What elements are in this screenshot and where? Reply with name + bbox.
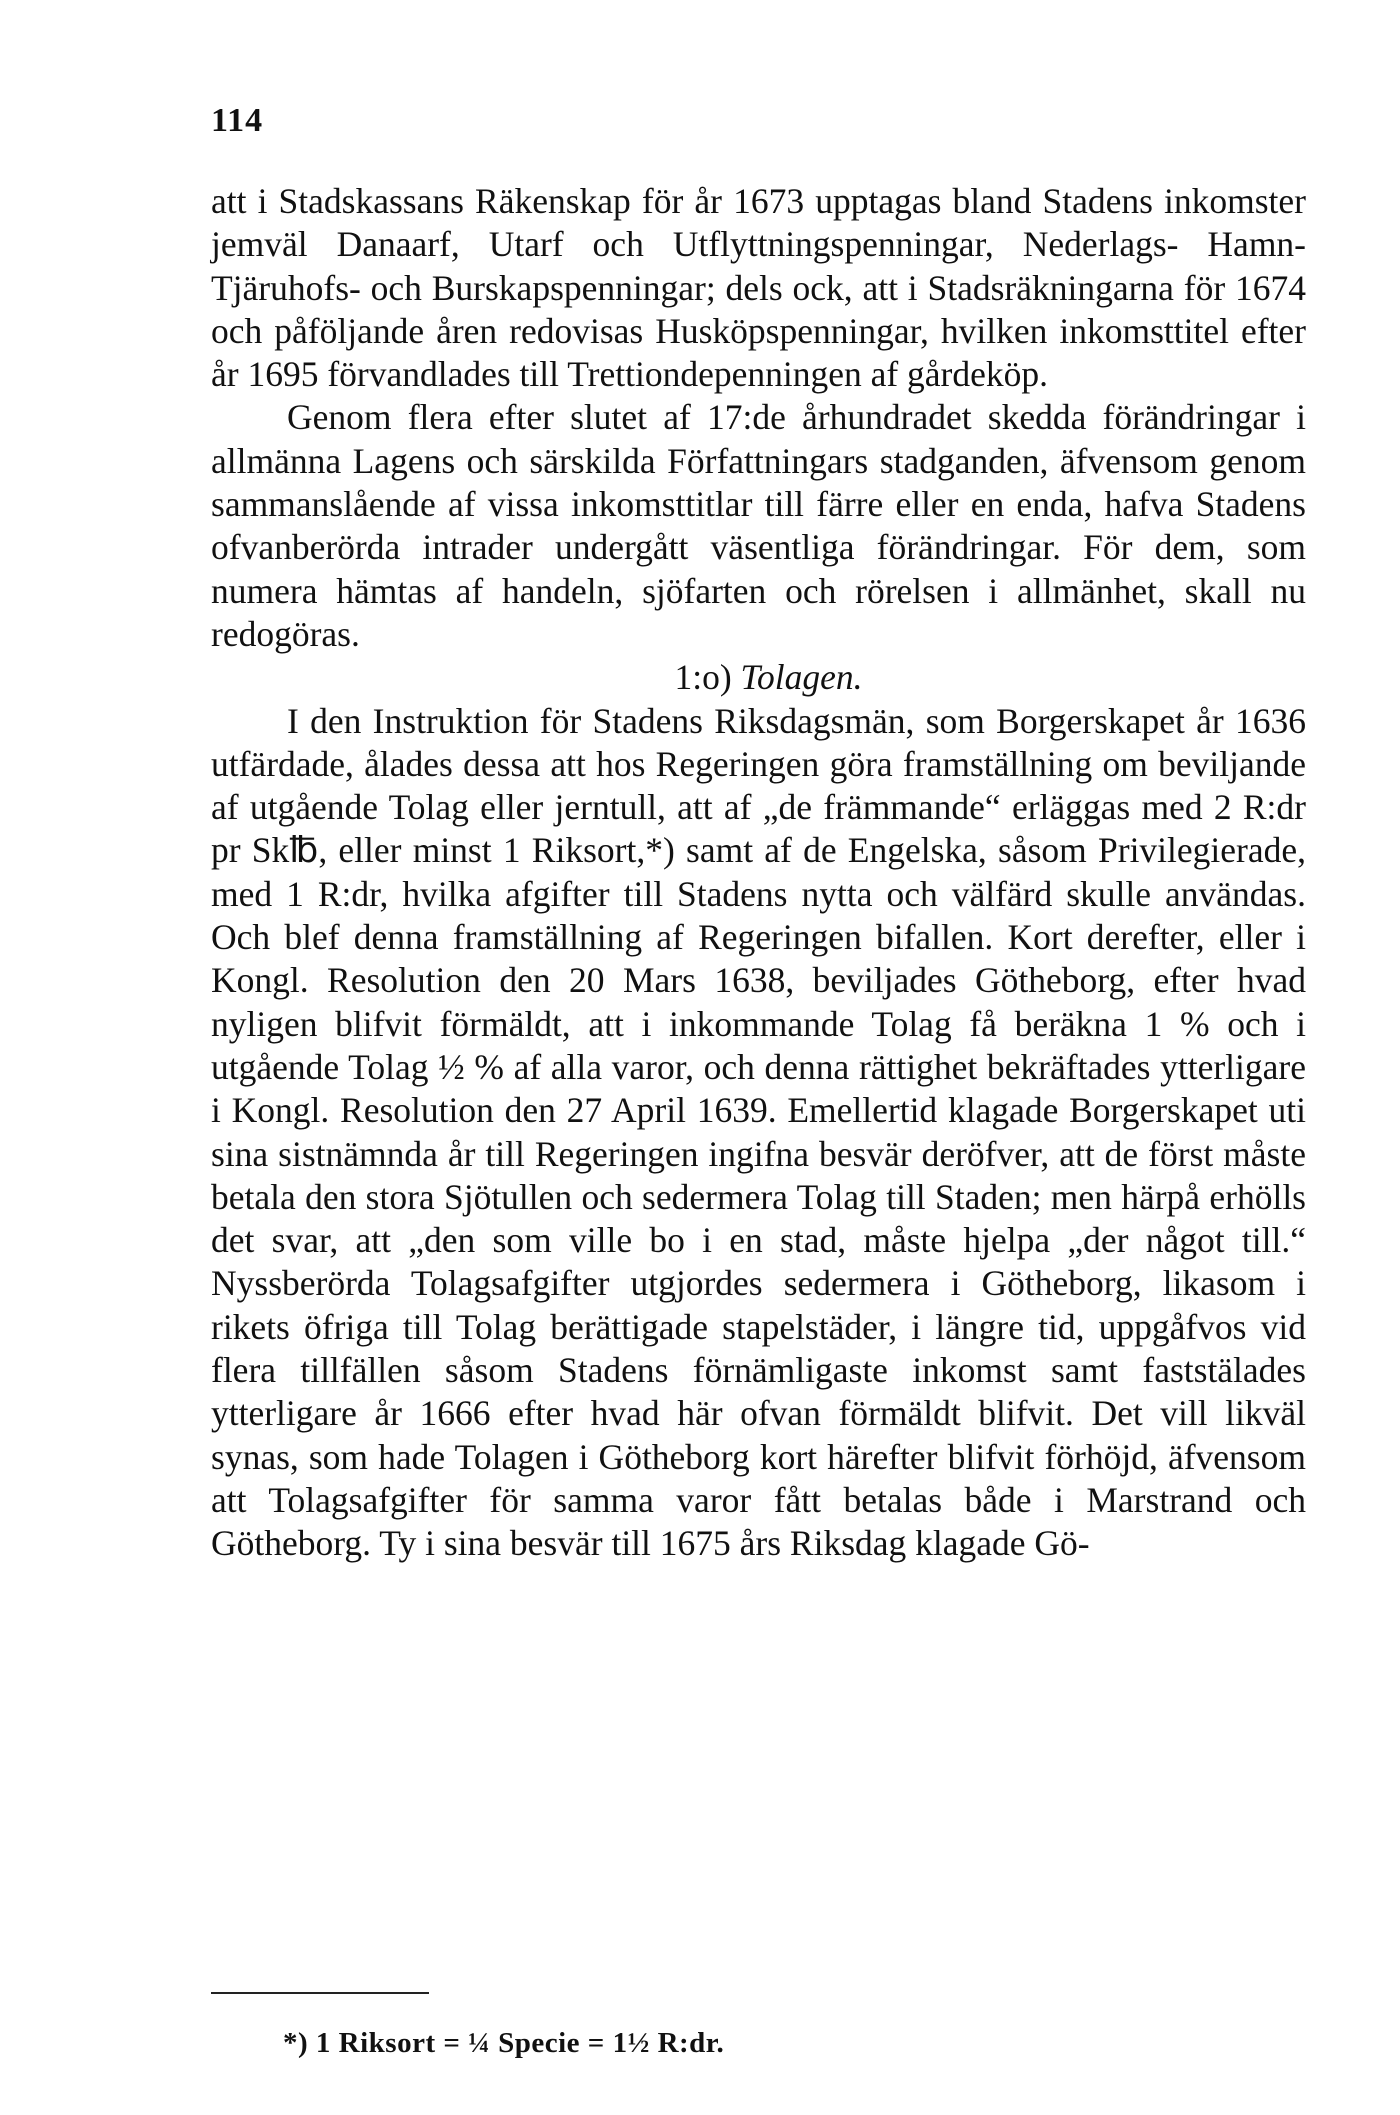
section-heading xyxy=(211,656,1306,699)
body-text xyxy=(211,180,1306,1566)
section-number: 1:o) xyxy=(674,657,732,698)
page-number: 114 xyxy=(211,102,264,139)
paragraph-1: att i Stadskassans Räkenskap för år 1673 upptagas bland Stadens inkomster jemväl Danaarf, Utarf och Utflyttningspenningar, Nederlags- Hamn- Tjäruhofs- och Burskapspenningar; dels ock, att i Stadsräkningarna för 1674 och påföljande åren redovisas Husköpspenningar, hvilken inkomsttitel efter år 1695 förvandlades till Trettiondepenningen af gårdeköp. xyxy=(211,181,1306,395)
footnote: *) 1 Riksort = ¼ Specie = 1½ R:dr. xyxy=(283,2027,725,2059)
section-title: Tolagen. xyxy=(740,657,863,698)
footnote-divider xyxy=(211,1992,429,1994)
paragraph-3: I den Instruktion för Stadens Riksdagsmän, som Borgerskapet år 1636 utfärdade, ålades dessa att hos Regeringen göra framställning om beviljande af utgående Tolag eller jerntull, att af „de främmande“ erläggas med 2 R:dr pr Sk℔, eller minst 1 Riksort,*) samt af de Engelska, såsom Privilegierade, med 1 R:dr, hvilka afgifter till Stadens nytta och välfärd skulle användas. Och blef denna framställning af Regeringen bifallen. Kort derefter, eller i Kongl. Resolution den 20 Mars 1638, beviljades Götheborg, efter hvad nyligen blifvit förmäldt, att i inkommande Tolag få beräkna 1 % och i utgående Tolag ½ % af alla varor, och denna rättighet bekräftades ytterligare i Kongl. Resolution den 27 April 1639. Emellertid klagade Borgerskapet uti sina sistnämnda år till Regeringen ingifna besvär deröfver, att de först måste betala den stora Sjötullen och sedermera Tolag till Staden; men härpå erhölls det svar, att „den som ville bo i en stad, måste hjelpa „der något till.“ Nyssberörda Tolagsafgifter utgjordes sedermera i Götheborg, likasom i rikets öfriga till Tolag berättigade stapelstäder, i längre tid, uppgåfvos vid flera tillfällen såsom Stadens förnämligaste inkomst samt faststälades ytterligare år 1666 efter hvad här ofvan förmäldt blifvit. Det vill likväl synas, som hade Tolagen i Götheborg kort härefter blifvit förhöjd, äfvensom att Tolagsafgifter för samma varor fått betalas både i Marstrand och Götheborg. Ty i sina besvär till 1675 års Riksdag klagade Gö- xyxy=(211,700,1306,1564)
paragraph-2: Genom flera efter slutet af 17:de århundradet skedda förändringar i allmänna Lagens och särskilda Författningars stadganden, äfvensom genom sammanslående af vissa inkomsttitlar till färre eller en enda, hafva Stadens ofvanberörda intrader undergått väsentliga förändringar. För dem, som numera hämtas af handeln, sjöfarten och rörelsen i allmänhet, skall nu redogöras. xyxy=(211,397,1306,654)
